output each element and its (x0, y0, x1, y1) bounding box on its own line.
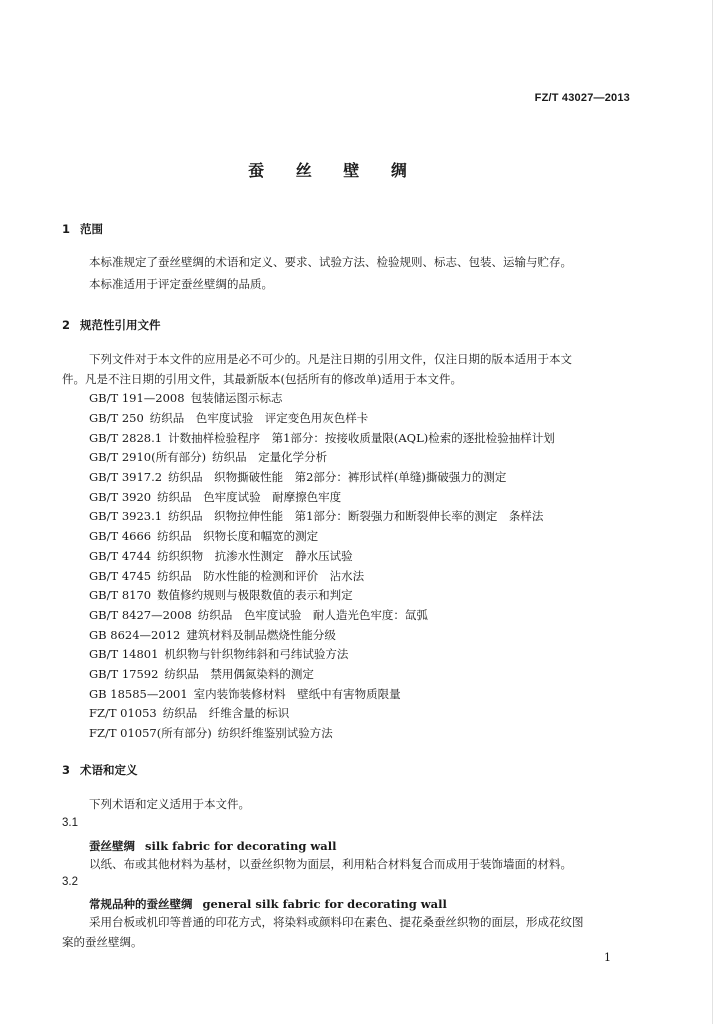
section-title: 规范性引用文件 (80, 318, 161, 332)
term-chinese: 常规品种的蚕丝壁绸 (89, 897, 193, 911)
section-2-heading (62, 317, 161, 333)
reference-title: 纺织品 禁用偶氮染料的测定 (164, 667, 314, 681)
term-number: 3.1 (62, 817, 78, 829)
reference-item (89, 411, 368, 425)
reference-item (89, 588, 353, 602)
term-definition-line-1: 采用台板或机印等普通的印花方式，将染料或颜料印在素色、提花桑蚕丝织物的面层，形成花纹图 (89, 915, 584, 929)
reference-title: 纺织纤维鉴别试验方法 (217, 726, 333, 740)
reference-title: 纺织品 纤维含量的标识 (162, 706, 290, 720)
reference-code: GB/T 2828.1 (89, 431, 163, 445)
reference-code: GB 18585—2001 (89, 687, 188, 701)
reference-item (89, 431, 555, 445)
section-number: 1 (62, 222, 71, 236)
section-number: 2 (62, 318, 71, 332)
term-3-2 (89, 896, 447, 912)
reference-code: GB/T 8427—2008 (89, 608, 192, 622)
section-1-heading (62, 221, 103, 237)
term-definition-line-2: 案的蚕丝壁绸。 (62, 935, 143, 949)
reference-title: 纺织品 色牢度试验 评定变色用灰色样卡 (149, 411, 369, 425)
reference-code: GB/T 8170 (89, 588, 152, 602)
reference-title: 纺织品 织物拉伸性能 第1部分：断裂强力和断裂伸长率的测定 条样法 (168, 509, 544, 523)
reference-code: GB/T 191—2008 (89, 391, 185, 405)
section-title: 范围 (80, 222, 103, 236)
standard-code: FZ/T 43027—2013 (534, 92, 630, 104)
reference-title: 纺织品 织物撕破性能 第2部分：裤形试样(单缝)撕破强力的测定 (168, 470, 507, 484)
page-edge-line (712, 0, 713, 1024)
reference-code: GB 8624—2012 (89, 628, 181, 642)
reference-item (89, 628, 336, 642)
reference-item (89, 726, 333, 740)
reference-code: FZ/T 01057(所有部分) (89, 726, 212, 740)
reference-code: GB/T 17592 (89, 667, 159, 681)
reference-title: 数值修约规则与极限数值的表示和判定 (157, 588, 353, 602)
reference-code: FZ/T 01053 (89, 706, 157, 720)
reference-title: 纺织品 防水性能的检测和评价 沾水法 (157, 569, 365, 583)
reference-code: GB/T 250 (89, 411, 144, 425)
document-title: 蚕 丝 壁 绸 (248, 161, 420, 180)
reference-code: GB/T 4744 (89, 549, 152, 563)
reference-item (89, 667, 314, 681)
reference-item (89, 529, 318, 543)
reference-code: GB/T 14801 (89, 647, 159, 661)
reference-title: 纺织品 色牢度试验 耐摩擦色牢度 (157, 490, 342, 504)
scope-paragraph-1: 本标准规定了蚕丝壁绸的术语和定义、要求、试验方法、检验规则、标志、包装、运输与贮存。 (89, 255, 572, 269)
reference-item (89, 706, 289, 720)
reference-title: 计数抽样检验程序 第1部分：按接收质量限(AQL)检索的逐批检验抽样计划 (168, 431, 555, 445)
reference-item (89, 470, 506, 484)
term-3-1 (89, 838, 336, 854)
references-intro-line-2: 件。凡是不注日期的引用文件，其最新版本(包括所有的修改单)适用于本文件。 (62, 372, 462, 386)
reference-title: 室内装饰装修材料 壁纸中有害物质限量 (193, 687, 401, 701)
reference-title: 纺织织物 抗渗水性测定 静水压试验 (157, 549, 353, 563)
references-intro-line-1: 下列文件对于本文件的应用是必不可少的。凡是注日期的引用文件，仅注日期的版本适用于本文 (89, 352, 572, 366)
reference-title: 机织物与针织物纬斜和弓纬试验方法 (164, 647, 349, 661)
reference-item (89, 608, 428, 622)
page-number: 1 (604, 951, 611, 964)
reference-title: 纺织品 定量化学分析 (212, 450, 328, 464)
reference-code: GB/T 3920 (89, 490, 152, 504)
term-definition: 以纸、布或其他材料为基材，以蚕丝织物为面层，利用粘合材料复合而成用于装饰墙面的材料。 (89, 857, 572, 871)
reference-code: GB/T 3917.2 (89, 470, 163, 484)
reference-title: 纺织品 织物长度和幅宽的测定 (157, 529, 319, 543)
reference-title: 建筑材料及制品燃烧性能分级 (186, 628, 336, 642)
reference-code: GB/T 3923.1 (89, 509, 163, 523)
reference-code: GB/T 2910(所有部分) (89, 450, 207, 464)
reference-code: GB/T 4745 (89, 569, 152, 583)
term-english: silk fabric for decorating wall (145, 839, 337, 853)
reference-item (89, 549, 353, 563)
term-number: 3.2 (62, 876, 78, 888)
reference-item (89, 687, 401, 701)
scope-paragraph-2: 本标准适用于评定蚕丝壁绸的品质。 (89, 277, 273, 291)
term-chinese: 蚕丝壁绸 (89, 839, 135, 853)
reference-item (89, 509, 543, 523)
reference-code: GB/T 4666 (89, 529, 152, 543)
reference-item (89, 490, 341, 504)
section-title: 术语和定义 (80, 763, 138, 777)
reference-item (89, 569, 364, 583)
section-number: 3 (62, 763, 71, 777)
section-3-heading (62, 762, 138, 778)
reference-item (89, 647, 348, 661)
terms-intro: 下列术语和定义适用于本文件。 (89, 797, 250, 811)
reference-title: 纺织品 色牢度试验 耐人造光色牢度：氙弧 (197, 608, 428, 622)
reference-item (89, 391, 283, 405)
term-english: general silk fabric for decorating wall (202, 897, 447, 911)
reference-item (89, 450, 327, 464)
reference-title: 包装储运图示标志 (190, 391, 283, 405)
